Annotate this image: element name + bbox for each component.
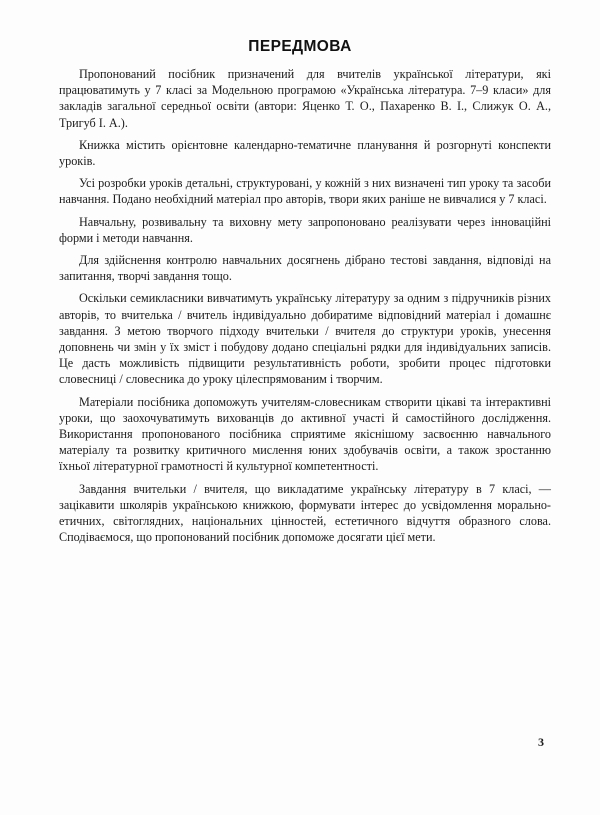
paragraph-8: Завдання вчительки / вчителя, що викладатиме українську літературу в 7 класі, — зацікавити школярів українською книжкою, формувати інтерес до усвідомлення морально-етичних, світоглядних, національних цінностей, естетичного відчуття образного слова. Сподіваємося, що пропонований посібник допоможе досягати цієї мети.: [59, 481, 551, 545]
paragraph-6: Оскільки семикласники вивчатимуть українську літературу за одним з підручників різних авторів, то вчителька / вчитель індивідуально добиратиме відповідний матеріал і домашнє завдання. З метою творчого підходу вчительки / вчителя до структури уроків, унесення доповнень чи змін у їх зміст і побудову додано спеціальні рядки для індивідуальних записів. Це дасть можливість підвищити результативність роботи, зробити процес підготовки словесниці / словесника до уроку цілеспрямованим і творчим.: [59, 291, 551, 387]
paragraph-2: Книжка містить орієнтовне календарно-тематичне планування й розгорнуті конспекти уроків.: [59, 137, 551, 169]
paragraph-4: Навчальну, розвивальну та виховну мету запропоновано реалізувати через інноваційні форми і методи навчання.: [59, 214, 551, 245]
page-title: ПЕРЕДМОВА: [248, 38, 352, 55]
paragraph-3: Усі розробки уроків детальні, структуровані, у кожній з них визначені тип уроку та засоби навчання. Подано необхідний матеріал про авторів, твори яких раніше не вивчалися у 7 класі.: [59, 176, 551, 207]
page-number: 3: [538, 735, 544, 749]
paragraph-1: Пропонований посібник призначений для вчителів української літератури, які працюватимуть у 7 класі за Модельною програмою «Українська література. 7–9 класи» для закладів загальної середньої освіти (автори: Яценко Т. О., Пахаренко В. І., Слижук О. А., Тригуб І. А.).: [59, 67, 551, 130]
body-text: [59, 66, 551, 551]
paragraph-5: Для здійснення контролю навчальних досягнень дібрано тестові завдання, відповіді на запитання, творчі завдання тощо.: [59, 253, 551, 284]
paragraph-7: Матеріали посібника допоможуть учителям-словесникам створити цікаві та інтерактивні уроки, що заохочуватимуть вихованців до активної участі й самостійного дослідження. Використання пропонованого посібника сприятиме якіснішому засвоєнню навчального матеріалу та розвитку критичного мислення юних здобувачів освіти, а також зростанню їхньої літературної грамотності й культурної компетентності.: [59, 394, 551, 474]
